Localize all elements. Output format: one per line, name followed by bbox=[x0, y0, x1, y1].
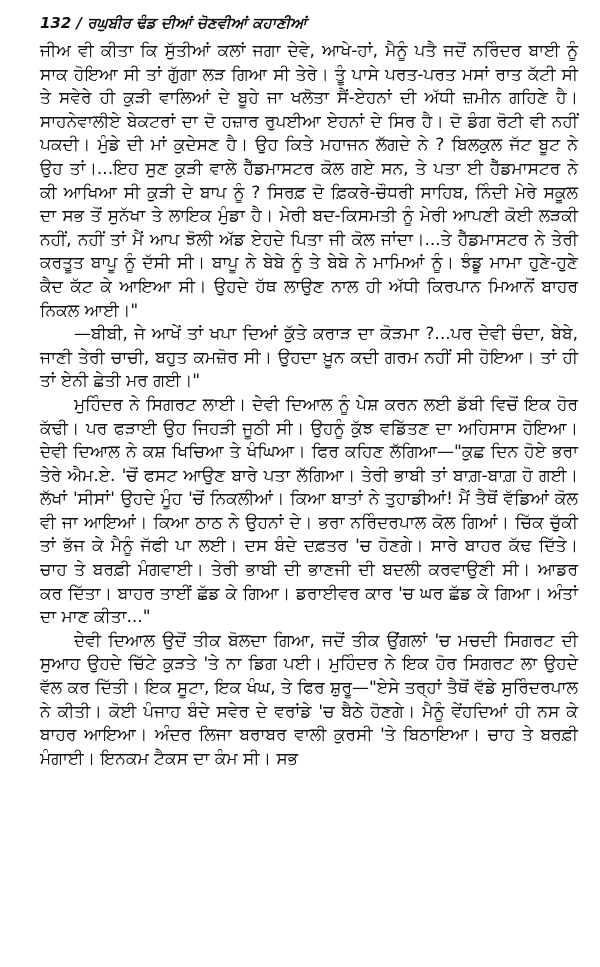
paragraph: —ਬੀਬੀ, ਜੇ ਆਖੇਂ ਤਾਂ ਖਪਾ ਦਿਆਂ ਕੁੱਤੇ ਕਰਾੜ ਦਾ ਕੋੜਮਾ ?...ਪਰ ਦੇਵੀ ਚੰਦਾ, ਬੇਬੇ, ਜਾਣੀ ਤੇਰੀ ਚਾਚੀ, ਬਹੁਤ ਕਮਜ਼ੋਰ ਸੀ। ਉਹਦਾ ਖ਼ੂਨ ਕਦੀ ਗਰਮ ਨਹੀਂ ਸੀ ਹੋਇਆ। ਤਾਂ ਹੀ ਤਾਂ ਏਨੀ ਛੇਤੀ ਮਰ ਗਈ।" bbox=[40, 324, 578, 392]
paragraph: ਦੇਵੀ ਦਿਆਲ ਉਦੋਂ ਤੀਕ ਬੋਲਦਾ ਗਿਆ, ਜਦੋਂ ਤੀਕ ਉਂਗਲਾਂ 'ਚ ਮਚਦੀ ਸਿਗਰਟ ਦੀ ਸੁਆਹ ਉਹਦੇ ਚਿੱਟੇ ਕੁੜਤੇ 'ਤੇ ਨਾ ਡਿਗ ਪਈ। ਮੁਹਿੰਦਰ ਨੇ ਇਕ ਹੋਰ ਸਿਗਰਟ ਲਾ ਉਹਦੇ ਵੱਲ ਕਰ ਦਿੱਤੀ। ਇਕ ਸੂਟਾ, ਇਕ ਖੰਘ, ਤੇ ਫਿਰ ਸ਼ੁਰੂ—"ਏਸੇ ਤਰ੍ਹਾਂ ਤੈਥੋਂ ਵੱਡੇ ਸੁਰਿੰਦਰਪਾਲ ਨੇ ਕੀਤੀ। ਕੋਈ ਪੰਜਾਹ ਬੰਦੇ ਸਵੇਰ ਦੇ ਵਰਾਂਡੇ 'ਚ ਬੈਠੇ ਹੋਣਗੇ। ਮੈਨੂੰ ਵੇਂਹਦਿਆਂ ਹੀ ਨਸ ਕੇ ਬਾਹਰ ਆਇਆ। ਅੰਦਰ ਲਿਜਾ ਬਰਾਬਰ ਵਾਲੀ ਕੁਰਸੀ 'ਤੇ ਬਿਠਾਇਆ। ਚਾਹ ਤੇ ਬਰਫ਼ੀ ਮੰਗਾਈ। ਇਨਕਮ ਟੈਕਸ ਦਾ ਕੰਮ ਸੀ। ਸਭ bbox=[40, 630, 578, 769]
running-header bbox=[40, 12, 578, 34]
page-number: 132 bbox=[40, 14, 72, 32]
book-title: ਰਘੁਬੀਰ ਢੰਡ ਦੀਆਂ ਚੋਣਵੀਆਂ ਕਹਾਣੀਆਂ bbox=[87, 14, 307, 32]
body-text bbox=[40, 40, 578, 771]
header-separator: / bbox=[71, 14, 88, 32]
paragraph: ਮੁਹਿੰਦਰ ਨੇ ਸਿਗਰਟ ਲਾਈ। ਦੇਵੀ ਦਿਆਲ ਨੂੰ ਪੇਸ਼ ਕਰਨ ਲਈ ਡੱਬੀ ਵਿਚੋਂ ਇਕ ਹੋਰ ਕੱਢੀ। ਪਰ ਫੜਾਈ ਉਹ ਜਿਹੜੀ ਜੂਠੀ ਸੀ। ਉਹਨੂੰ ਕੁੱਝ ਵਡਿੱਤਣ ਦਾ ਅਹਿਸਾਸ ਹੋਇਆ। ਦੇਵੀ ਦਿਆਲ ਨੇ ਕਸ਼ ਖਿਚਿਆ ਤੇ ਖੰਘਿਆ। ਫਿਰ ਕਹਿਣ ਲੱਗਿਆ—"ਕੁਛ ਦਿਨ ਹੋਏ ਭਰਾ ਤੇਰੇ ਐਮ.ਏ. 'ਚੋਂ ਫਸਟ ਆਉਣ ਬਾਰੇ ਪਤਾ ਲੱਗਿਆ। ਤੇਰੀ ਭਾਬੀ ਤਾਂ ਬਾਗ਼-ਬਾਗ਼ ਹੋ ਗਈ। ਲੱਖਾਂ 'ਸੀਸਾਂ' ਉਹਦੇ ਮੂੰਹ 'ਚੋਂ ਨਿਕਲੀਆਂ। ਕਿਆ ਬਾਤਾਂ ਨੇ ਤੁਹਾਡੀਆਂ! ਮੈਂ ਤੈਥੋਂ ਵੱਡਿਆਂ ਕੋਲ ਵੀ ਜਾ ਆਇਆਂ। ਕਿਆ ਠਾਠ ਨੇ ਉਹਨਾਂ ਦੇ। ਭਰਾ ਨਰਿੰਦਰਪਾਲ ਕੋਲ ਗਿਆਂ। ਚਿੱਕ ਚੁੱਕੀ ਤਾਂ ਭੱਜ ਕੇ ਮੈਨੂੰ ਜੱਫੀ ਪਾ ਲਈ। ਦਸ ਬੰਦੇ ਦਫ਼ਤਰ 'ਚ ਹੋਣਗੇ। ਸਾਰੇ ਬਾਹਰ ਕੱਢ ਦਿੱਤੇ। ਚਾਹ ਤੇ ਬਰਫ਼ੀ ਮੰਗਵਾਈ। ਤੇਰੀ ਭਾਬੀ ਦੀ ਭਾਣਜੀ ਦੀ ਬਦਲੀ ਕਰਵਾਉਣੀ ਸੀ। ਆਡਰ ਕਰ ਦਿੱਤਾ। ਬਾਹਰ ਤਾਈਂ ਛੱਡ ਕੇ ਗਿਆ। ਡਰਾਈਵਰ ਕਾਰ 'ਚ ਘਰ ਛੱਡ ਕੇ ਗਿਆ। ਅੰਤਾਂ ਦਾ ਮਾਣ ਕੀਤਾ..." bbox=[40, 394, 578, 628]
paragraph: ਜੀਅ ਵੀ ਕੀਤਾ ਕਿ ਸੁੱਤੀਆਂ ਕਲਾਂ ਜਗਾ ਦੇਵੇ, ਆਖੇ-ਹਾਂ, ਮੈਨੂੰ ਪਤੈ ਜਦੋਂ ਨਰਿੰਦਰ ਬਾਈ ਨੂੰ ਸਾਕ ਹੋਇਆ ਸੀ ਤਾਂ ਗੁੱਗਾ ਲੜ ਗਿਆ ਸੀ ਤੇਰੇ। ਤੂੰ ਪਾਸੇ ਪਰਤ-ਪਰਤ ਮਸਾਂ ਰਾਤ ਕੱਟੀ ਸੀ ਤੇ ਸਵੇਰੇ ਹੀ ਕੁੜੀ ਵਾਲਿਆਂ ਦੇ ਬੂਹੇ ਜਾ ਖਲੋਤਾ ਸੈਂ-ਏਹਨਾਂ ਦੀ ਅੱਧੀ ਜ਼ਮੀਨ ਗਹਿਣੇ ਹੈ। ਸਾਹਨੇਵਾਲੀਏ ਬੇਕਟਰਾਂ ਦਾ ਦੋ ਹਜ਼ਾਰ ਰੁਪਈਆ ਏਹਨਾਂ ਦੇ ਸਿਰ ਹੈ। ਦੋ ਡੰਗ ਰੋਟੀ ਵੀ ਨਹੀਂ ਪਕਦੀ। ਮੁੰਡੇ ਦੀ ਮਾਂ ਕੁਦੇਸਣ ਹੈ। ਉਹ ਕਿਤੇ ਮਹਾਜਨ ਲੱਗਦੇ ਨੇ ? ਬਿਲਕੁਲ ਜੱਟ ਬੂਟ ਨੇ ਉਹ ਤਾਂ।...ਇਹ ਸੁਣ ਕੁੜੀ ਵਾਲੇ ਹੈੱਡਮਾਸਟਰ ਕੋਲ ਗਏ ਸਨ, ਤੇ ਪਤਾ ਈ ਹੈੱਡਮਾਸਟਰ ਨੇ ਕੀ ਆਖਿਆ ਸੀ ਕੁੜੀ ਦੇ ਬਾਪ ਨੂੰ ? ਸਿਰਫ਼ ਦੋ ਫ਼ਿਕਰੇ-ਚੌਧਰੀ ਸਾਹਿਬ, ਨਿੰਦੀ ਮੇਰੇ ਸਕੂਲ ਦਾ ਸਭ ਤੋਂ ਸੁਨੱਖਾ ਤੇ ਲਾਇਕ ਮੁੰਡਾ ਹੈ। ਮੇਰੀ ਬਦ-ਕਿਸਮਤੀ ਨੂੰ ਮੇਰੀ ਆਪਣੀ ਕੋਈ ਲੜਕੀ ਨਹੀਂ, ਨਹੀਂ ਤਾਂ ਮੈਂ ਆਪ ਝੋਲੀ ਅੱਡ ਏਹਦੇ ਪਿਤਾ ਜੀ ਕੋਲ ਜਾਂਦਾ।...ਤੇ ਹੈੱਡਮਾਸਟਰ ਨੇ ਤੇਰੀ ਕਰਤੂਤ ਬਾਪੂ ਨੂੰ ਦੱਸੀ ਸੀ। ਬਾਪੂ ਨੇ ਬੇਬੇ ਨੂੰ ਤੇ ਬੇਬੇ ਨੇ ਮਾਮਿਆਂ ਨੂੰ। ਝੰਡੂ ਮਾਮਾ ਹੁਣੇ-ਹੁਣੇ ਕੈਦ ਕੱਟ ਕੇ ਆਇਆ ਸੀ। ਉਹਦੇ ਹੱਥ ਲਾਉਣ ਨਾਲ ਹੀ ਅੱਧੀ ਕਿਰਪਾਨ ਮਿਆਨੋਂ ਬਾਹਰ ਨਿਕਲ ਆਈ।" bbox=[40, 41, 578, 321]
